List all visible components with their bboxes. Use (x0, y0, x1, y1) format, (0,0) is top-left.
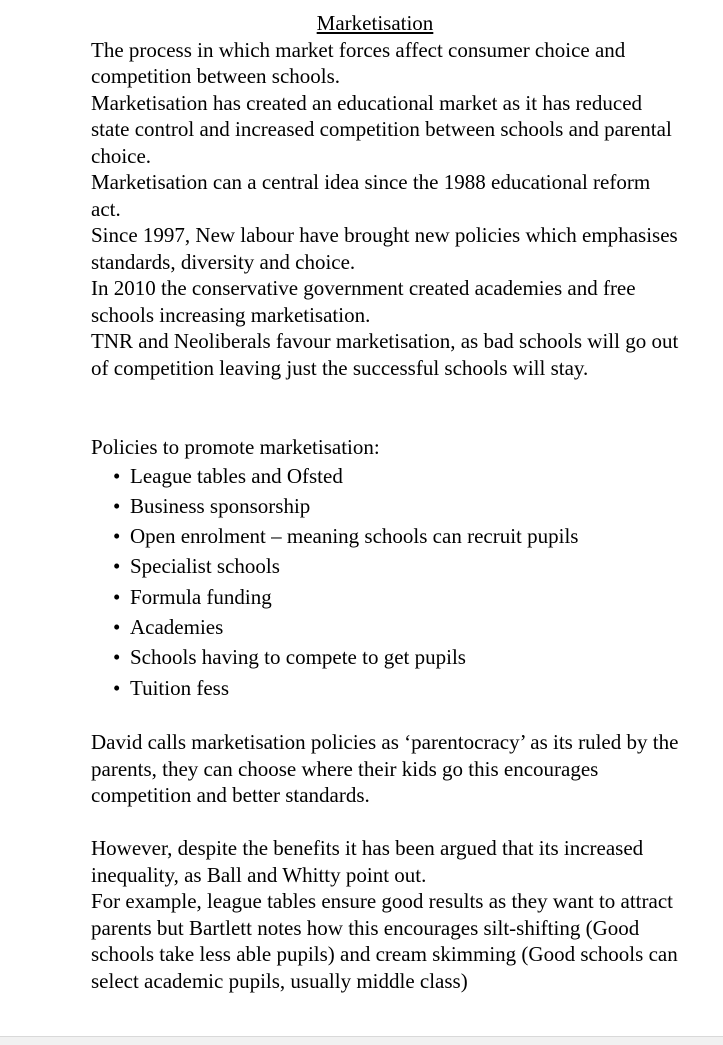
list-item-text: Academies (130, 614, 224, 639)
list-item (91, 491, 681, 521)
bullet-icon: • (113, 614, 121, 639)
list-item (91, 673, 681, 703)
intro-paragraph: Marketisation can a central idea since the 1988 educational reform act. (91, 170, 651, 221)
criticism-paragraph: However, despite the benefits it has been argued that its increased inequality, as Ball and Whitty point out. (91, 836, 644, 887)
blank-line (91, 703, 681, 730)
document-title: Marketisation (316, 11, 434, 35)
intro-paragraph: Since 1997, New labour have brought new policies which emphasises standards, diversity and choice. (91, 223, 678, 274)
blank-line (91, 809, 681, 836)
policies-list (91, 461, 681, 703)
list-item (91, 582, 681, 612)
intro-paragraph: TNR and Neoliberals favour marketisation, as bad schools will go out of competition leaving just the successful schools will stay. (91, 329, 679, 380)
list-item-text: Open enrolment – meaning schools can recruit pupils (130, 524, 579, 549)
list-item (91, 642, 681, 672)
bullet-icon: • (113, 493, 121, 518)
bullet-icon: • (113, 524, 121, 549)
bullet-icon: • (113, 675, 121, 700)
list-item-text: Schools having to compete to get pupils (130, 645, 466, 670)
policies-heading: Policies to promote marketisation: (91, 435, 380, 459)
bullet-icon: • (113, 645, 121, 670)
bullet-icon: • (113, 463, 121, 488)
list-item (91, 551, 681, 581)
intro-paragraph: Marketisation has created an educational market as it has reduced state control and increased competition between schools and parental choice. (91, 90, 672, 168)
parentocracy-paragraph: David calls marketisation policies as ‘parentocracy’ as its ruled by the parents, they can choose where their kids go this encourages competition and better standards. (91, 730, 679, 808)
bullet-icon: • (113, 584, 121, 609)
blank-lines (91, 381, 681, 434)
document-body (91, 10, 681, 994)
list-item-text: Business sponsorship (130, 493, 311, 518)
list-item (91, 521, 681, 551)
list-item-text: Formula funding (130, 584, 272, 609)
list-item-text: League tables and Ofsted (130, 463, 343, 488)
list-item-text: Specialist schools (130, 554, 280, 579)
intro-paragraph: The process in which market forces affect consumer choice and competition between schools. (91, 37, 626, 88)
criticism-paragraph: For example, league tables ensure good results as they want to attract parents but Bartlett notes how this encourages silt-shifting (Good schools take less able pupils) and cream skimming (Good schools can select academic pupils, usually middle class) (91, 889, 678, 993)
list-item (91, 612, 681, 642)
list-item (91, 461, 681, 491)
bullet-icon: • (113, 554, 121, 579)
list-item-text: Tuition fess (130, 675, 230, 700)
intro-paragraph: In 2010 the conservative government created academies and free schools increasing marketisation. (91, 276, 636, 327)
